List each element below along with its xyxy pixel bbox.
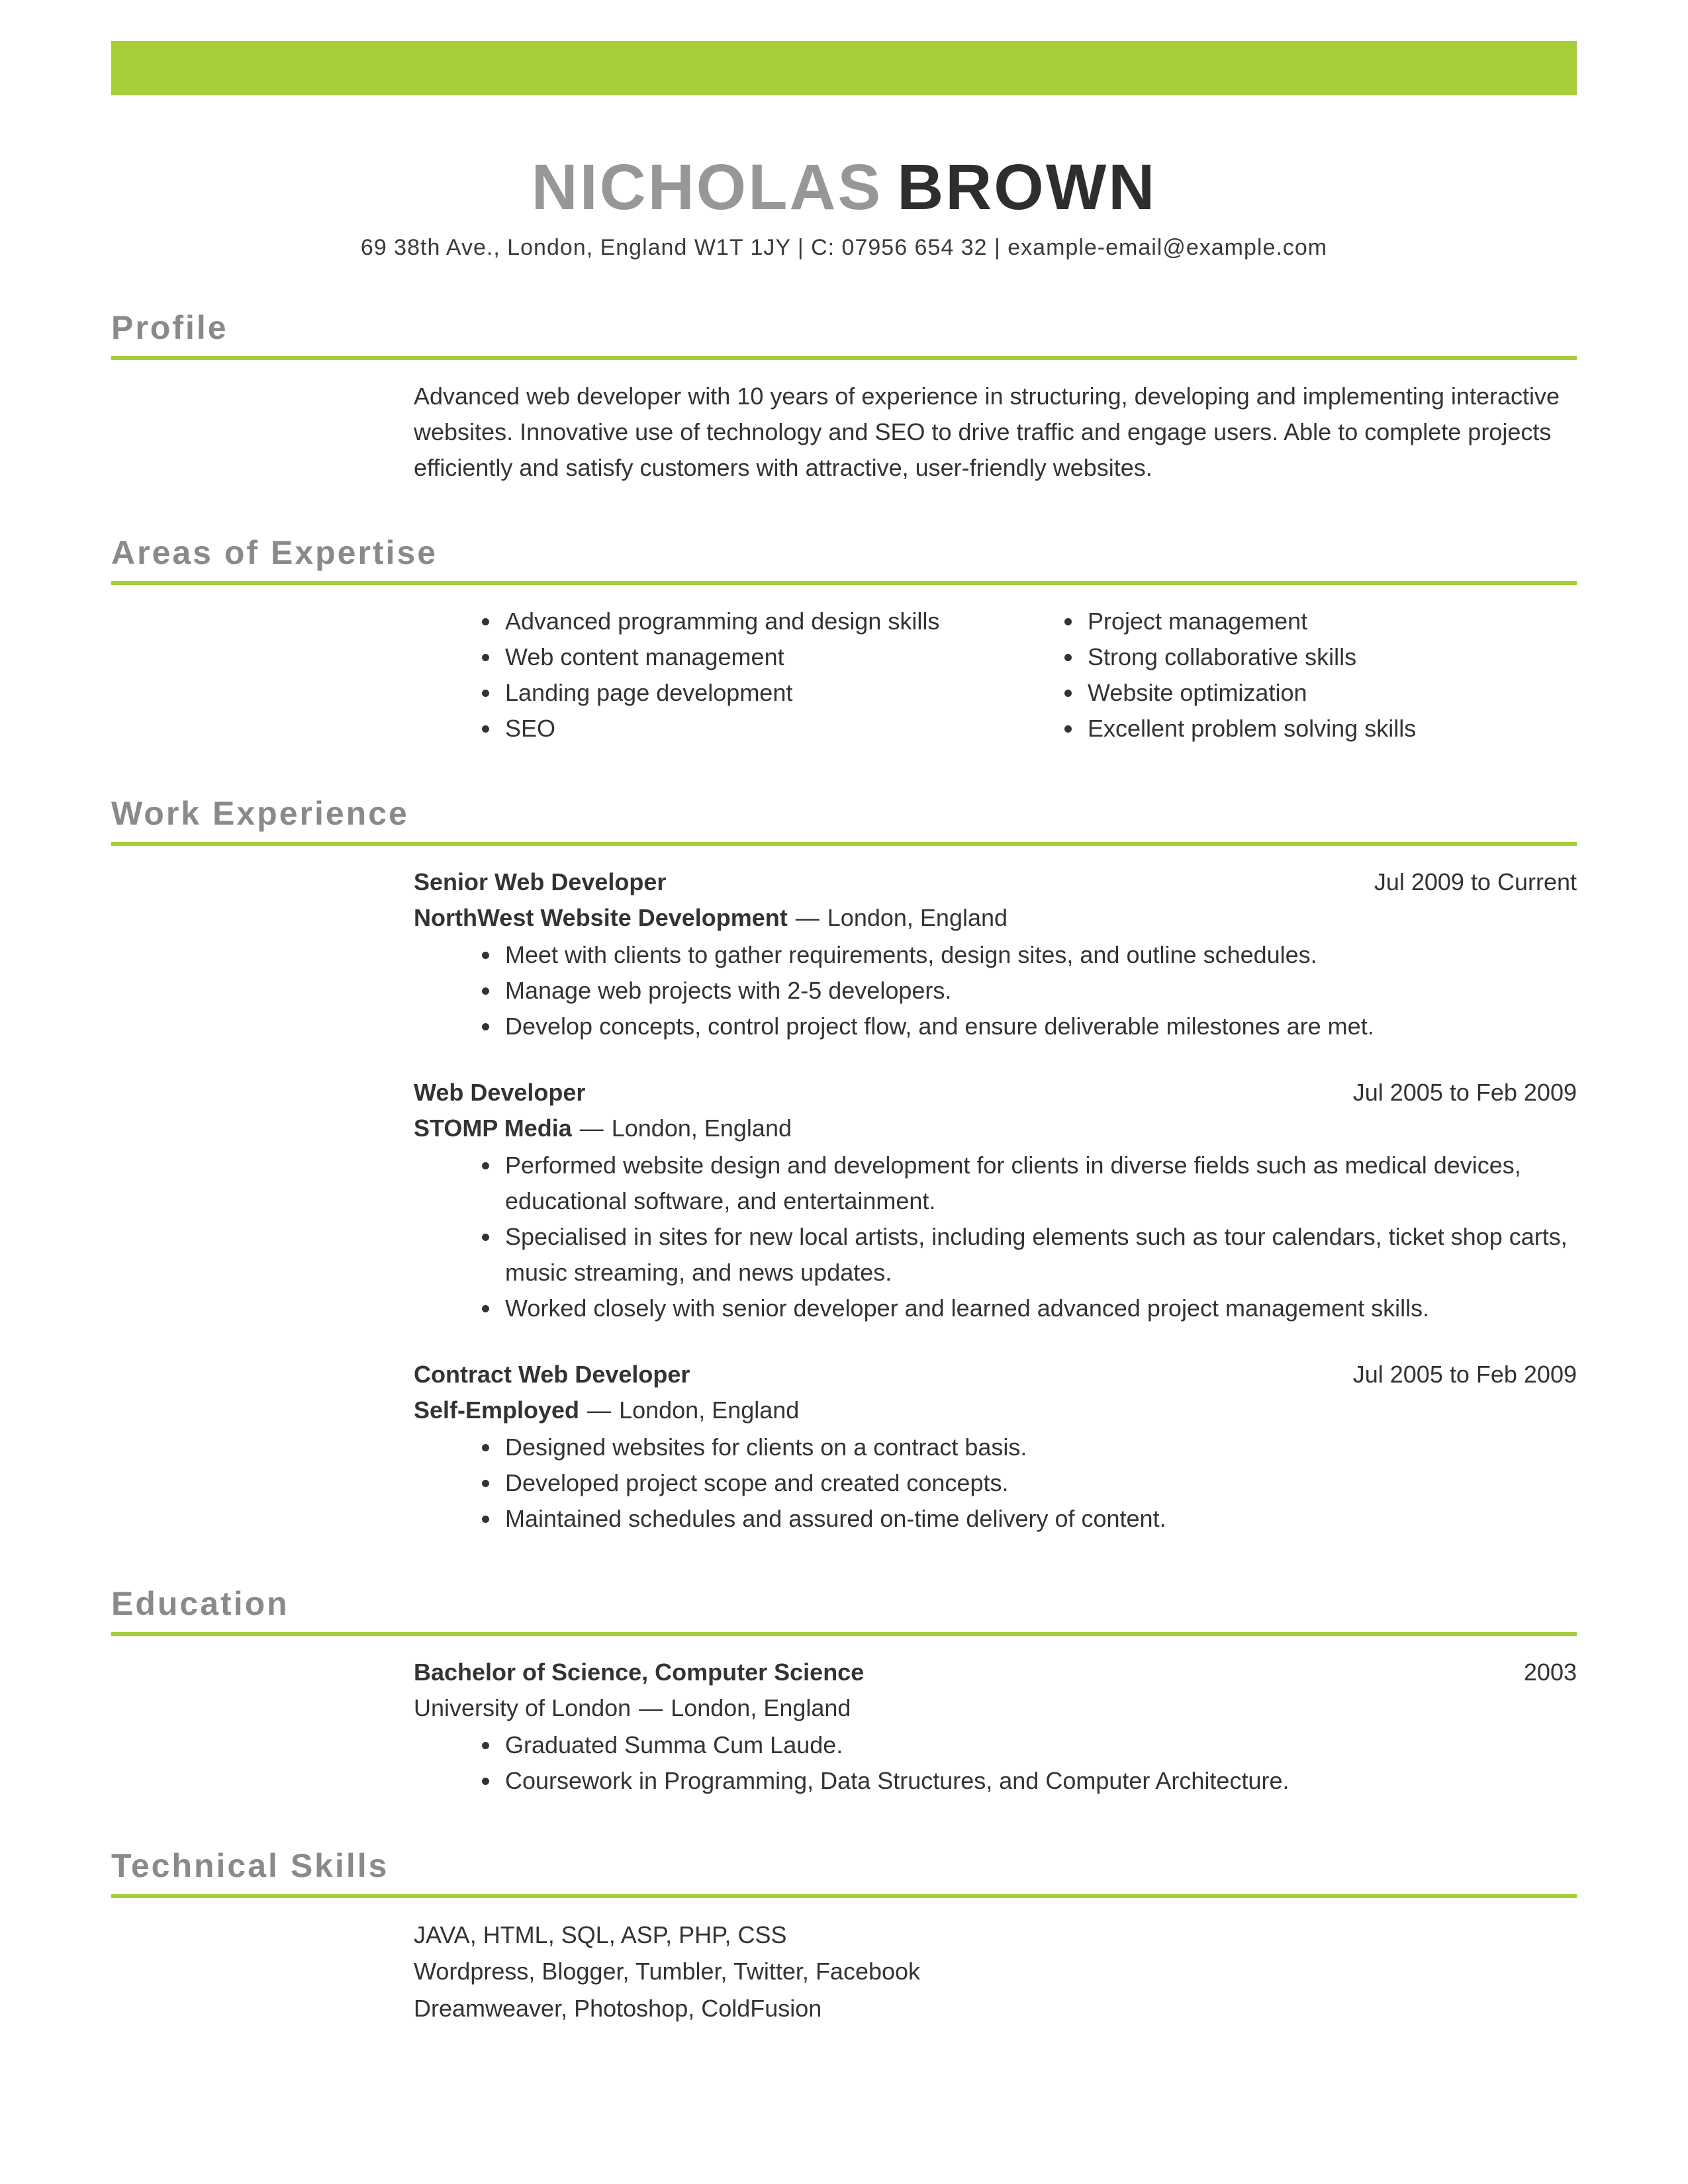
expertise-column-left xyxy=(414,604,996,747)
company-line xyxy=(414,900,1577,936)
job-dates: Jul 2005 to Feb 2009 xyxy=(1352,1078,1577,1106)
skills-line: Dreamweaver, Photoshop, ColdFusion xyxy=(414,1995,822,2023)
first-name: NICHOLAS xyxy=(531,151,883,223)
job-bullet: • Meet with clients to gather requirements, design sites, and outline schedules. xyxy=(501,937,1577,973)
skills-section-title: Technical Skills xyxy=(111,1846,389,1884)
job-location: London, England xyxy=(827,903,1008,931)
skills-content xyxy=(414,1917,1577,2027)
profile-section-rule xyxy=(111,356,1577,360)
last-name: BROWN xyxy=(897,151,1157,223)
job-bullet-list xyxy=(414,1148,1577,1326)
job-bullet-list xyxy=(414,937,1577,1044)
job-location: London, England xyxy=(611,1114,792,1142)
expertise-item: • Project management xyxy=(1084,604,1577,639)
profile-text: Advanced web developer with 10 years of experience in structuring, developing and implementing interactive websites. Innovative use of technology and SEO to drive traffic and engage users. Able to complete projects efficiently and satisfy customers with attractive, user-friendly websites. xyxy=(414,382,1560,481)
work-content xyxy=(414,864,1577,1537)
job-header xyxy=(414,1075,1577,1111)
expertise-list-left xyxy=(414,604,996,747)
education-content xyxy=(414,1655,1577,1799)
candidate-name xyxy=(111,152,1577,223)
expertise-item: • Website optimization xyxy=(1084,675,1577,711)
education-bullet: • Coursework in Programming, Data Structures, and Computer Architecture. xyxy=(501,1763,1577,1799)
job-location: London, England xyxy=(619,1396,800,1424)
job-dates: Jul 2009 to Current xyxy=(1374,868,1577,895)
education-section-title: Education xyxy=(111,1584,289,1622)
job-bullet: • Maintained schedules and assured on-time delivery of content. xyxy=(501,1501,1577,1537)
job-title: Web Developer xyxy=(414,1078,586,1106)
job-bullet: • Develop concepts, control project flow, and ensure deliverable milestones are met. xyxy=(501,1009,1577,1044)
job-bullet: • Designed websites for clients on a contract basis. xyxy=(501,1430,1577,1465)
expertise-section-rule xyxy=(111,581,1577,585)
dash-separator: — xyxy=(639,1694,663,1721)
section-education xyxy=(111,1584,1577,1799)
accent-bar xyxy=(111,41,1577,95)
skills-line: Wordpress, Blogger, Tumbler, Twitter, Facebook xyxy=(414,1958,921,1985)
expertise-section-title: Areas of Expertise xyxy=(111,533,438,571)
section-profile xyxy=(111,308,1577,486)
job-title: Contract Web Developer xyxy=(414,1360,690,1388)
job-title: Senior Web Developer xyxy=(414,868,667,895)
contact-line: 69 38th Ave., London, England W1T 1JY | C: 07956 654 32 | example-email@example.com xyxy=(360,234,1328,260)
degree-title: Bachelor of Science, Computer Science xyxy=(414,1658,865,1686)
job-bullet: • Manage web projects with 2-5 developers. xyxy=(501,973,1577,1009)
profile-section-title: Profile xyxy=(111,308,228,346)
dash-separator: — xyxy=(579,1114,604,1142)
profile-content xyxy=(414,379,1577,486)
education-bullet: • Graduated Summa Cum Laude. xyxy=(501,1727,1577,1763)
company-name: Self-Employed xyxy=(414,1396,580,1424)
education-section-rule xyxy=(111,1632,1577,1636)
job-header xyxy=(414,1357,1577,1392)
expertise-column-right xyxy=(996,604,1577,747)
graduation-year: 2003 xyxy=(1523,1658,1577,1686)
school-location: London, England xyxy=(671,1694,851,1721)
job-bullet: • Worked closely with senior developer and learned advanced project management skills. xyxy=(501,1291,1577,1326)
section-technical-skills xyxy=(111,1846,1577,2027)
expertise-columns xyxy=(414,604,1577,747)
expertise-item: • Web content management xyxy=(501,639,996,675)
job-entry xyxy=(414,1075,1577,1326)
section-work-experience xyxy=(111,794,1577,1537)
job-bullet-list xyxy=(414,1430,1577,1537)
school-name: University of London xyxy=(414,1694,632,1721)
school-line xyxy=(414,1690,1577,1726)
degree-header xyxy=(414,1655,1577,1690)
skills-line: JAVA, HTML, SQL, ASP, PHP, CSS xyxy=(414,1921,787,1948)
work-section-rule xyxy=(111,842,1577,846)
section-expertise xyxy=(111,533,1577,747)
job-bullet: • Specialised in sites for new local artists, including elements such as tour calendars, ticket shop carts, music streaming, and news updates. xyxy=(501,1219,1577,1291)
expertise-item: • SEO xyxy=(501,711,996,747)
expertise-item: • Landing page development xyxy=(501,675,996,711)
job-dates: Jul 2005 to Feb 2009 xyxy=(1352,1360,1577,1388)
expertise-item: • Excellent problem solving skills xyxy=(1084,711,1577,747)
resume-header xyxy=(111,152,1577,261)
company-line xyxy=(414,1392,1577,1428)
company-name: NorthWest Website Development xyxy=(414,903,788,931)
dash-separator: — xyxy=(795,903,820,931)
company-line xyxy=(414,1111,1577,1146)
company-name: STOMP Media xyxy=(414,1114,572,1142)
expertise-list-right xyxy=(996,604,1577,747)
job-bullet: • Developed project scope and created concepts. xyxy=(501,1465,1577,1501)
job-header xyxy=(414,864,1577,900)
dash-separator: — xyxy=(587,1396,612,1424)
job-entry xyxy=(414,1357,1577,1537)
education-bullet-list xyxy=(414,1727,1577,1799)
expertise-item: • Advanced programming and design skills xyxy=(501,604,996,639)
job-entry xyxy=(414,864,1577,1044)
expertise-item: • Strong collaborative skills xyxy=(1084,639,1577,675)
expertise-content xyxy=(414,604,1577,747)
work-section-title: Work Experience xyxy=(111,794,409,832)
skills-section-rule xyxy=(111,1894,1577,1898)
job-bullet: • Performed website design and development for clients in diverse fields such as medical devices, educational software, and entertainment. xyxy=(501,1148,1577,1219)
